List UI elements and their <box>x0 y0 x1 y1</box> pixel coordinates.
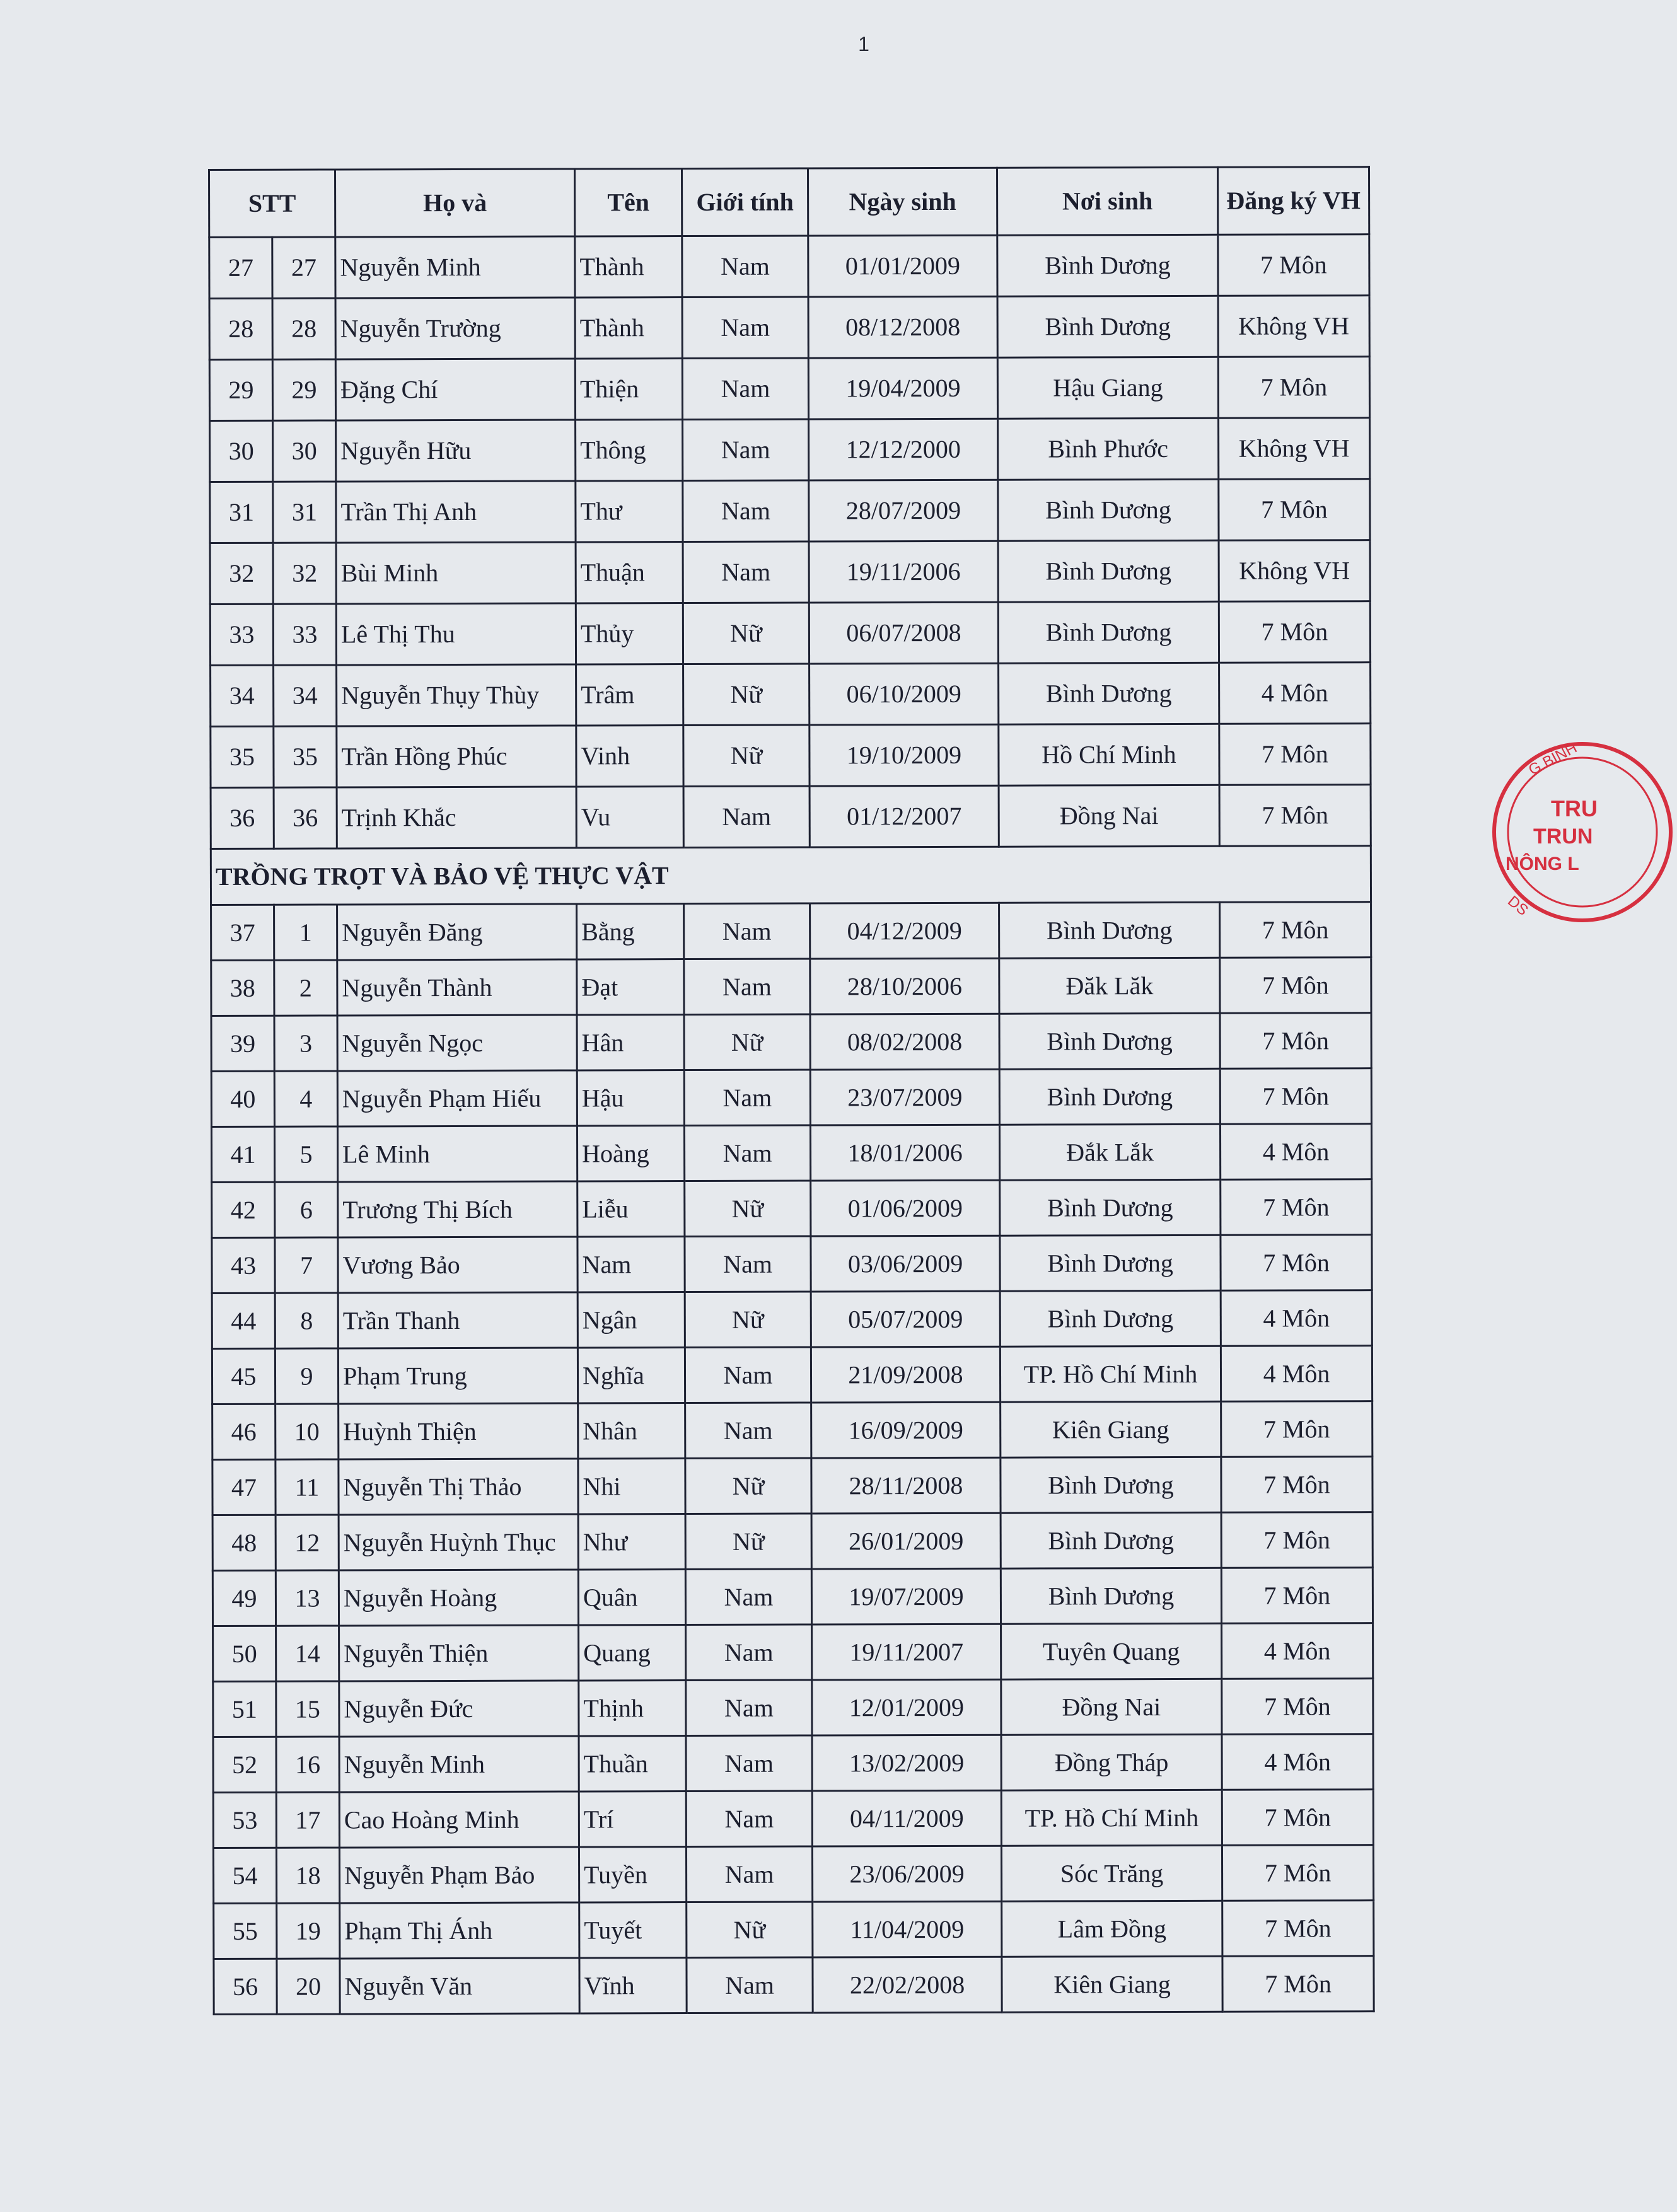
cell-gioi-tinh: Nữ <box>687 1902 813 1958</box>
cell-stt: 36 <box>211 787 274 848</box>
cell-ho-va: Đặng Chí <box>335 359 575 420</box>
cell-dang-ky: 7 Môn <box>1220 902 1371 958</box>
cell-noi-sinh: Bình Dương <box>1000 1179 1221 1236</box>
cell-stt: 48 <box>212 1515 276 1570</box>
cell-noi-sinh: Sóc Trăng <box>1001 1845 1222 1901</box>
cell-ten: Liễu <box>577 1181 685 1237</box>
cell-gioi-tinh: Nữ <box>684 1014 810 1070</box>
red-stamp <box>1488 738 1677 927</box>
cell-dang-ky: 7 Môn <box>1221 1457 1372 1513</box>
cell-ten: Trâm <box>576 664 683 726</box>
cell-ho-va: Phạm Trung <box>338 1348 577 1404</box>
table-row <box>211 958 1371 1016</box>
cell-stt: 52 <box>213 1737 276 1792</box>
cell-dang-ky: 7 Môn <box>1220 1013 1371 1069</box>
cell-ngay-sinh: 03/06/2009 <box>811 1236 1000 1292</box>
cell-dang-ky: 4 Môn <box>1220 1124 1371 1180</box>
cell-stt: 50 <box>213 1626 276 1681</box>
cell-ngay-sinh: 16/09/2009 <box>811 1402 1001 1458</box>
page-number: 1 <box>858 33 869 55</box>
cell-gioi-tinh: Nữ <box>685 1181 811 1237</box>
cell-dang-ky: 7 Môn <box>1221 1235 1372 1291</box>
cell-ten: Vu <box>576 787 683 848</box>
stamp-text-3: TRUN <box>1533 825 1593 848</box>
cell-ngay-sinh: 28/11/2008 <box>811 1457 1001 1514</box>
table-row <box>212 1290 1372 1349</box>
cell-stt: 28 <box>209 298 272 359</box>
cell-no: 28 <box>272 298 335 359</box>
header-ho-va: Họ và <box>335 169 575 237</box>
cell-gioi-tinh: Nam <box>682 236 808 298</box>
cell-ho-va: Nguyễn Huỳnh Thục <box>339 1514 578 1570</box>
cell-ten: Nhân <box>578 1403 685 1459</box>
cell-dang-ky: 7 Môn <box>1222 1679 1373 1735</box>
cell-dang-ky: Không VH <box>1219 540 1370 602</box>
cell-stt: 32 <box>210 543 273 604</box>
cell-ngay-sinh: 11/04/2009 <box>813 1901 1002 1957</box>
cell-stt: 34 <box>211 665 274 726</box>
table-row <box>211 1068 1371 1127</box>
cell-stt: 46 <box>212 1404 276 1459</box>
cell-dang-ky: Không VH <box>1218 296 1369 357</box>
group1-body <box>209 235 1371 849</box>
cell-stt: 47 <box>212 1459 276 1515</box>
stamp-text-5: DS <box>1504 892 1532 920</box>
cell-no: 10 <box>276 1404 339 1459</box>
cell-ngay-sinh: 04/11/2009 <box>812 1790 1001 1846</box>
cell-no: 5 <box>274 1126 337 1182</box>
cell-ngay-sinh: 28/10/2006 <box>810 958 999 1014</box>
cell-no: 6 <box>275 1182 338 1237</box>
cell-ho-va: Nguyễn Minh <box>339 1736 579 1792</box>
cell-gioi-tinh: Nữ <box>683 603 809 664</box>
table-row <box>213 1790 1373 1848</box>
cell-no: 13 <box>276 1570 339 1626</box>
cell-stt: 56 <box>214 1959 277 2014</box>
cell-ten: Vĩnh <box>579 1958 687 2013</box>
cell-ngay-sinh: 01/12/2007 <box>809 785 999 847</box>
cell-ho-va: Lê Minh <box>337 1126 577 1182</box>
cell-stt: 31 <box>210 482 273 543</box>
section-row <box>211 846 1371 905</box>
cell-no: 1 <box>274 905 337 960</box>
cell-dang-ky: Không VH <box>1219 418 1370 480</box>
cell-dang-ky: 7 Môn <box>1219 601 1370 663</box>
cell-noi-sinh: Bình Dương <box>1001 1568 1221 1624</box>
cell-stt: 55 <box>214 1903 277 1959</box>
cell-ngay-sinh: 12/12/2000 <box>809 419 998 480</box>
cell-gioi-tinh: Nam <box>684 959 810 1015</box>
cell-ten: Nghĩa <box>577 1348 685 1403</box>
cell-ten: Vinh <box>576 726 683 787</box>
cell-no: 16 <box>276 1737 339 1792</box>
cell-ngay-sinh: 08/12/2008 <box>808 296 997 358</box>
cell-no: 3 <box>274 1016 337 1071</box>
cell-gioi-tinh: Nam <box>685 1236 811 1292</box>
cell-ho-va: Trương Thị Bích <box>338 1181 577 1237</box>
table-row <box>213 1845 1373 1904</box>
cell-dang-ky: 7 Môn <box>1222 1790 1373 1846</box>
cell-ho-va: Nguyễn Ngọc <box>337 1015 577 1071</box>
cell-ho-va: Nguyễn Thị Thảo <box>339 1459 578 1515</box>
cell-ten: Thủy <box>576 603 683 664</box>
cell-ho-va: Trần Thị Anh <box>336 481 576 543</box>
cell-stt: 44 <box>212 1293 275 1348</box>
cell-ho-va: Lê Thị Thu <box>336 603 576 665</box>
cell-no: 20 <box>277 1959 340 2014</box>
cell-gioi-tinh: Nữ <box>685 1514 811 1570</box>
cell-stt: 51 <box>213 1681 276 1737</box>
cell-no: 34 <box>274 665 337 726</box>
student-table <box>208 166 1375 2015</box>
table-row <box>209 296 1369 360</box>
table-row <box>212 1457 1372 1515</box>
cell-stt: 35 <box>211 726 274 787</box>
cell-noi-sinh: Đồng Nai <box>999 785 1219 847</box>
cell-ngay-sinh: 23/06/2009 <box>812 1846 1001 1902</box>
cell-no: 33 <box>273 604 336 665</box>
cell-ho-va: Nguyễn Trường <box>335 298 575 359</box>
cell-gioi-tinh: Nam <box>683 419 809 481</box>
table-row <box>211 724 1371 788</box>
cell-stt: 37 <box>211 905 274 960</box>
cell-stt: 43 <box>212 1237 275 1293</box>
cell-ngay-sinh: 05/07/2009 <box>811 1291 1000 1347</box>
cell-ho-va: Bùi Minh <box>336 542 576 604</box>
cell-stt: 38 <box>211 960 274 1016</box>
cell-ho-va: Nguyễn Thụy Thùy <box>337 664 576 726</box>
cell-ngay-sinh: 22/02/2008 <box>813 1957 1002 2013</box>
cell-gioi-tinh: Nam <box>683 786 809 848</box>
cell-noi-sinh: TP. Hồ Chí Minh <box>1001 1790 1222 1846</box>
cell-dang-ky: 4 Môn <box>1221 1346 1372 1402</box>
cell-ho-va: Nguyễn Hoàng <box>339 1570 578 1626</box>
table-row <box>211 663 1371 727</box>
cell-gioi-tinh: Nam <box>682 358 808 420</box>
cell-noi-sinh: Tuyên Quang <box>1001 1623 1222 1679</box>
cell-gioi-tinh: Nam <box>683 480 809 542</box>
table-row <box>212 1568 1372 1626</box>
cell-no: 19 <box>277 1903 340 1959</box>
cell-dang-ky: 7 Môn <box>1218 357 1369 419</box>
cell-ho-va: Nguyễn Thiện <box>339 1625 579 1681</box>
table-row <box>213 1679 1373 1737</box>
cell-ho-va: Cao Hoàng Minh <box>339 1792 579 1848</box>
cell-ngay-sinh: 19/11/2006 <box>809 541 998 603</box>
cell-stt: 29 <box>209 359 272 420</box>
cell-no: 4 <box>274 1071 337 1126</box>
cell-dang-ky: 4 Môn <box>1222 1623 1373 1679</box>
cell-ten: Hậu <box>577 1070 684 1126</box>
cell-no: 18 <box>276 1848 339 1903</box>
cell-noi-sinh: Bình Dương <box>999 663 1219 724</box>
cell-ten: Thuần <box>579 1736 686 1792</box>
cell-gioi-tinh: Nam <box>686 1680 812 1736</box>
cell-ten: Tuyền <box>579 1847 686 1902</box>
cell-ten: Thành <box>575 236 682 298</box>
cell-no: 12 <box>276 1515 339 1570</box>
stamp-text-2: TRU <box>1551 796 1598 821</box>
cell-noi-sinh: Đắk Lắk <box>999 1124 1220 1180</box>
cell-ngay-sinh: 18/01/2006 <box>810 1125 999 1181</box>
cell-noi-sinh: Bình Dương <box>1001 1512 1221 1568</box>
cell-no: 32 <box>273 543 336 604</box>
cell-stt: 39 <box>211 1016 274 1071</box>
cell-ten: Như <box>578 1514 685 1570</box>
cell-gioi-tinh: Nam <box>682 297 808 359</box>
cell-ho-va: Nguyễn Văn <box>340 1958 579 2014</box>
cell-noi-sinh: Đồng Tháp <box>1001 1734 1222 1790</box>
cell-stt: 49 <box>212 1570 276 1626</box>
table-row <box>212 1512 1372 1571</box>
cell-dang-ky: 7 Môn <box>1221 1401 1372 1457</box>
cell-dang-ky: 7 Môn <box>1220 1068 1371 1125</box>
cell-dang-ky: 7 Môn <box>1221 1179 1372 1236</box>
cell-gioi-tinh: Nam <box>685 1403 811 1459</box>
cell-ten: Quang <box>579 1625 686 1681</box>
cell-ho-va: Phạm Thị Ánh <box>340 1902 579 1959</box>
cell-ten: Hoàng <box>577 1126 684 1181</box>
stamp-text-4: NÔNG L <box>1506 854 1579 874</box>
cell-stt: 33 <box>210 604 273 665</box>
cell-dang-ky: 7 Môn <box>1218 235 1369 296</box>
cell-noi-sinh: Bình Dương <box>999 902 1220 958</box>
cell-gioi-tinh: Nam <box>686 1791 812 1847</box>
cell-ten: Hân <box>577 1015 684 1070</box>
header-stt: STT <box>209 170 335 238</box>
cell-noi-sinh: Bình Dương <box>1000 1290 1221 1346</box>
cell-gioi-tinh: Nam <box>686 1735 812 1792</box>
cell-ngay-sinh: 21/09/2008 <box>811 1346 1000 1403</box>
cell-ngay-sinh: 19/04/2009 <box>808 357 997 419</box>
cell-gioi-tinh: Nam <box>684 1070 810 1126</box>
cell-ngay-sinh: 01/06/2009 <box>811 1180 1000 1236</box>
cell-ten: Thịnh <box>579 1681 686 1736</box>
group2-body <box>211 902 1374 2015</box>
cell-ho-va: Nguyễn Hữu <box>336 420 576 482</box>
cell-noi-sinh: Hồ Chí Minh <box>999 724 1219 785</box>
header-noi-sinh: Nơi sinh <box>997 167 1218 235</box>
cell-ngay-sinh: 19/07/2009 <box>811 1568 1001 1624</box>
cell-no: 35 <box>274 726 337 787</box>
cell-ho-va: Huỳnh Thiện <box>339 1403 578 1459</box>
cell-ten: Đạt <box>577 959 684 1015</box>
cell-gioi-tinh: Nữ <box>685 1292 811 1348</box>
cell-no: 11 <box>276 1459 339 1515</box>
cell-no: 36 <box>274 787 337 848</box>
cell-ho-va: Nguyễn Đức <box>339 1681 579 1737</box>
cell-no: 30 <box>273 420 336 482</box>
table-row <box>211 1124 1371 1183</box>
cell-noi-sinh: Bình Dương <box>998 479 1219 541</box>
table-row <box>209 357 1369 421</box>
cell-stt: 40 <box>211 1071 274 1126</box>
cell-stt: 41 <box>211 1126 274 1182</box>
cell-stt: 54 <box>213 1848 276 1903</box>
cell-ngay-sinh: 26/01/2009 <box>811 1513 1001 1569</box>
cell-ngay-sinh: 08/02/2008 <box>810 1014 999 1070</box>
cell-ten: Bằng <box>577 904 684 959</box>
cell-ngay-sinh: 28/07/2009 <box>809 480 998 541</box>
cell-gioi-tinh: Nữ <box>683 664 809 726</box>
cell-no: 31 <box>273 482 336 543</box>
cell-dang-ky: 7 Môn <box>1222 1845 1373 1901</box>
cell-ngay-sinh: 19/10/2009 <box>809 724 999 786</box>
cell-ho-va: Nguyễn Minh <box>335 236 575 298</box>
cell-noi-sinh: Bình Dương <box>997 296 1218 357</box>
cell-ten: Thành <box>575 298 682 359</box>
header-dang-ky-vh: Đăng ký VH <box>1218 167 1369 235</box>
table-row <box>212 1179 1372 1238</box>
cell-noi-sinh: TP. Hồ Chí Minh <box>1000 1346 1221 1402</box>
table-row <box>209 235 1369 299</box>
cell-dang-ky: 7 Môn <box>1219 785 1371 847</box>
cell-noi-sinh: Bình Dương <box>999 1068 1220 1125</box>
cell-dang-ky: 7 Môn <box>1219 479 1370 541</box>
cell-noi-sinh: Đồng Nai <box>1001 1679 1222 1735</box>
cell-noi-sinh: Đăk Lăk <box>999 958 1220 1014</box>
cell-no: 27 <box>272 237 335 298</box>
cell-dang-ky: 4 Môn <box>1219 663 1371 724</box>
cell-ho-va: Nguyễn Thành <box>337 959 577 1016</box>
cell-dang-ky: 4 Môn <box>1221 1290 1372 1346</box>
cell-dang-ky: 7 Môn <box>1221 1568 1372 1624</box>
cell-ngay-sinh: 06/10/2009 <box>809 663 999 725</box>
cell-dang-ky: 7 Môn <box>1222 1956 1374 2012</box>
cell-noi-sinh: Hậu Giang <box>997 357 1218 419</box>
cell-ho-va: Nguyễn Đăng <box>337 904 577 960</box>
cell-ngay-sinh: 19/11/2007 <box>812 1624 1001 1680</box>
cell-ho-va: Nguyễn Phạm Bảo <box>339 1847 579 1903</box>
cell-gioi-tinh: Nữ <box>685 1458 811 1514</box>
table-row <box>212 1346 1372 1404</box>
cell-ten: Quân <box>578 1570 685 1625</box>
cell-ten: Nam <box>577 1237 685 1292</box>
cell-stt: 42 <box>212 1182 275 1237</box>
cell-no: 17 <box>276 1792 339 1848</box>
cell-no: 14 <box>276 1626 339 1681</box>
cell-noi-sinh: Bình Dương <box>998 601 1219 663</box>
cell-dang-ky: 7 Môn <box>1220 958 1371 1014</box>
cell-stt: 30 <box>210 420 273 482</box>
cell-ten: Thư <box>576 481 683 542</box>
cell-gioi-tinh: Nữ <box>683 725 809 787</box>
cell-no: 9 <box>275 1348 338 1404</box>
cell-ngay-sinh: 01/01/2009 <box>808 235 997 297</box>
table-row <box>210 601 1370 666</box>
table-row <box>210 479 1370 543</box>
table-row <box>213 1734 1373 1793</box>
cell-ten: Nhi <box>578 1459 685 1514</box>
cell-stt: 45 <box>212 1348 275 1404</box>
table-row <box>213 1623 1373 1682</box>
cell-ten: Ngân <box>577 1292 685 1348</box>
cell-gioi-tinh: Nam <box>684 1125 810 1181</box>
cell-gioi-tinh: Nam <box>686 1846 812 1902</box>
cell-no: 15 <box>276 1681 339 1737</box>
cell-gioi-tinh: Nam <box>683 541 809 603</box>
cell-gioi-tinh: Nam <box>684 903 810 959</box>
cell-ho-va: Trần Hồng Phúc <box>337 726 576 787</box>
cell-ten: Thuận <box>576 542 683 603</box>
cell-dang-ky: 7 Môn <box>1219 724 1371 785</box>
table-row <box>211 902 1371 961</box>
cell-dang-ky: 7 Môn <box>1221 1512 1372 1568</box>
cell-noi-sinh: Bình Dương <box>1001 1457 1221 1513</box>
cell-noi-sinh: Bình Dương <box>999 1013 1220 1069</box>
cell-ngay-sinh: 13/02/2009 <box>812 1735 1001 1791</box>
header-ngay-sinh: Ngày sinh <box>808 168 997 236</box>
cell-gioi-tinh: Nam <box>686 1624 812 1681</box>
cell-no: 8 <box>275 1293 338 1348</box>
section-title: TRỒNG TRỌT VÀ BẢO VỆ THỰC VẬT <box>211 846 1371 905</box>
cell-dang-ky: 7 Môn <box>1222 1901 1374 1957</box>
table-row <box>210 418 1370 482</box>
cell-gioi-tinh: Nam <box>687 1957 813 2013</box>
table-row <box>212 1401 1372 1460</box>
cell-stt: 53 <box>213 1792 276 1848</box>
cell-no: 7 <box>275 1237 338 1293</box>
cell-noi-sinh: Bình Dương <box>998 540 1219 602</box>
cell-ho-va: Nguyễn Phạm Hiếu <box>337 1070 577 1126</box>
cell-no: 29 <box>272 359 335 420</box>
cell-noi-sinh: Kiên Giang <box>1001 1401 1221 1457</box>
table-row <box>211 785 1371 849</box>
cell-ho-va: Vương Bảo <box>338 1237 577 1293</box>
cell-noi-sinh: Kiên Giang <box>1002 1956 1222 2012</box>
cell-no: 2 <box>274 960 337 1016</box>
cell-dang-ky: 4 Môn <box>1222 1734 1373 1790</box>
table-row <box>211 1013 1371 1072</box>
cell-ten: Thiện <box>575 359 682 420</box>
cell-noi-sinh: Bình Phước <box>998 418 1219 480</box>
cell-ngay-sinh: 04/12/2009 <box>810 903 999 959</box>
cell-gioi-tinh: Nam <box>685 1569 811 1625</box>
cell-noi-sinh: Bình Dương <box>997 235 1218 296</box>
cell-noi-sinh: Bình Dương <box>1000 1235 1221 1291</box>
header-ten: Tên <box>575 169 682 236</box>
section-body <box>211 846 1371 905</box>
table-row <box>214 1901 1374 1959</box>
cell-gioi-tinh: Nam <box>685 1347 811 1403</box>
table-row <box>214 1956 1374 2015</box>
table-row <box>212 1235 1372 1294</box>
table-header-row <box>209 167 1369 238</box>
cell-ho-va: Trịnh Khắc <box>337 787 576 848</box>
cell-stt: 27 <box>209 237 272 298</box>
table-row <box>210 540 1370 605</box>
cell-ngay-sinh: 12/01/2009 <box>812 1679 1001 1735</box>
header-gioi-tinh: Giới tính <box>682 168 808 236</box>
cell-ngay-sinh: 23/07/2009 <box>810 1069 999 1125</box>
cell-ten: Trí <box>579 1792 686 1847</box>
cell-ten: Tuyết <box>579 1902 687 1958</box>
cell-ten: Thông <box>576 420 683 481</box>
cell-noi-sinh: Lâm Đồng <box>1002 1901 1222 1957</box>
cell-ho-va: Trần Thanh <box>338 1292 577 1348</box>
stamp-text-1: G BÌNH <box>1526 739 1580 779</box>
cell-ngay-sinh: 06/07/2008 <box>809 602 998 664</box>
